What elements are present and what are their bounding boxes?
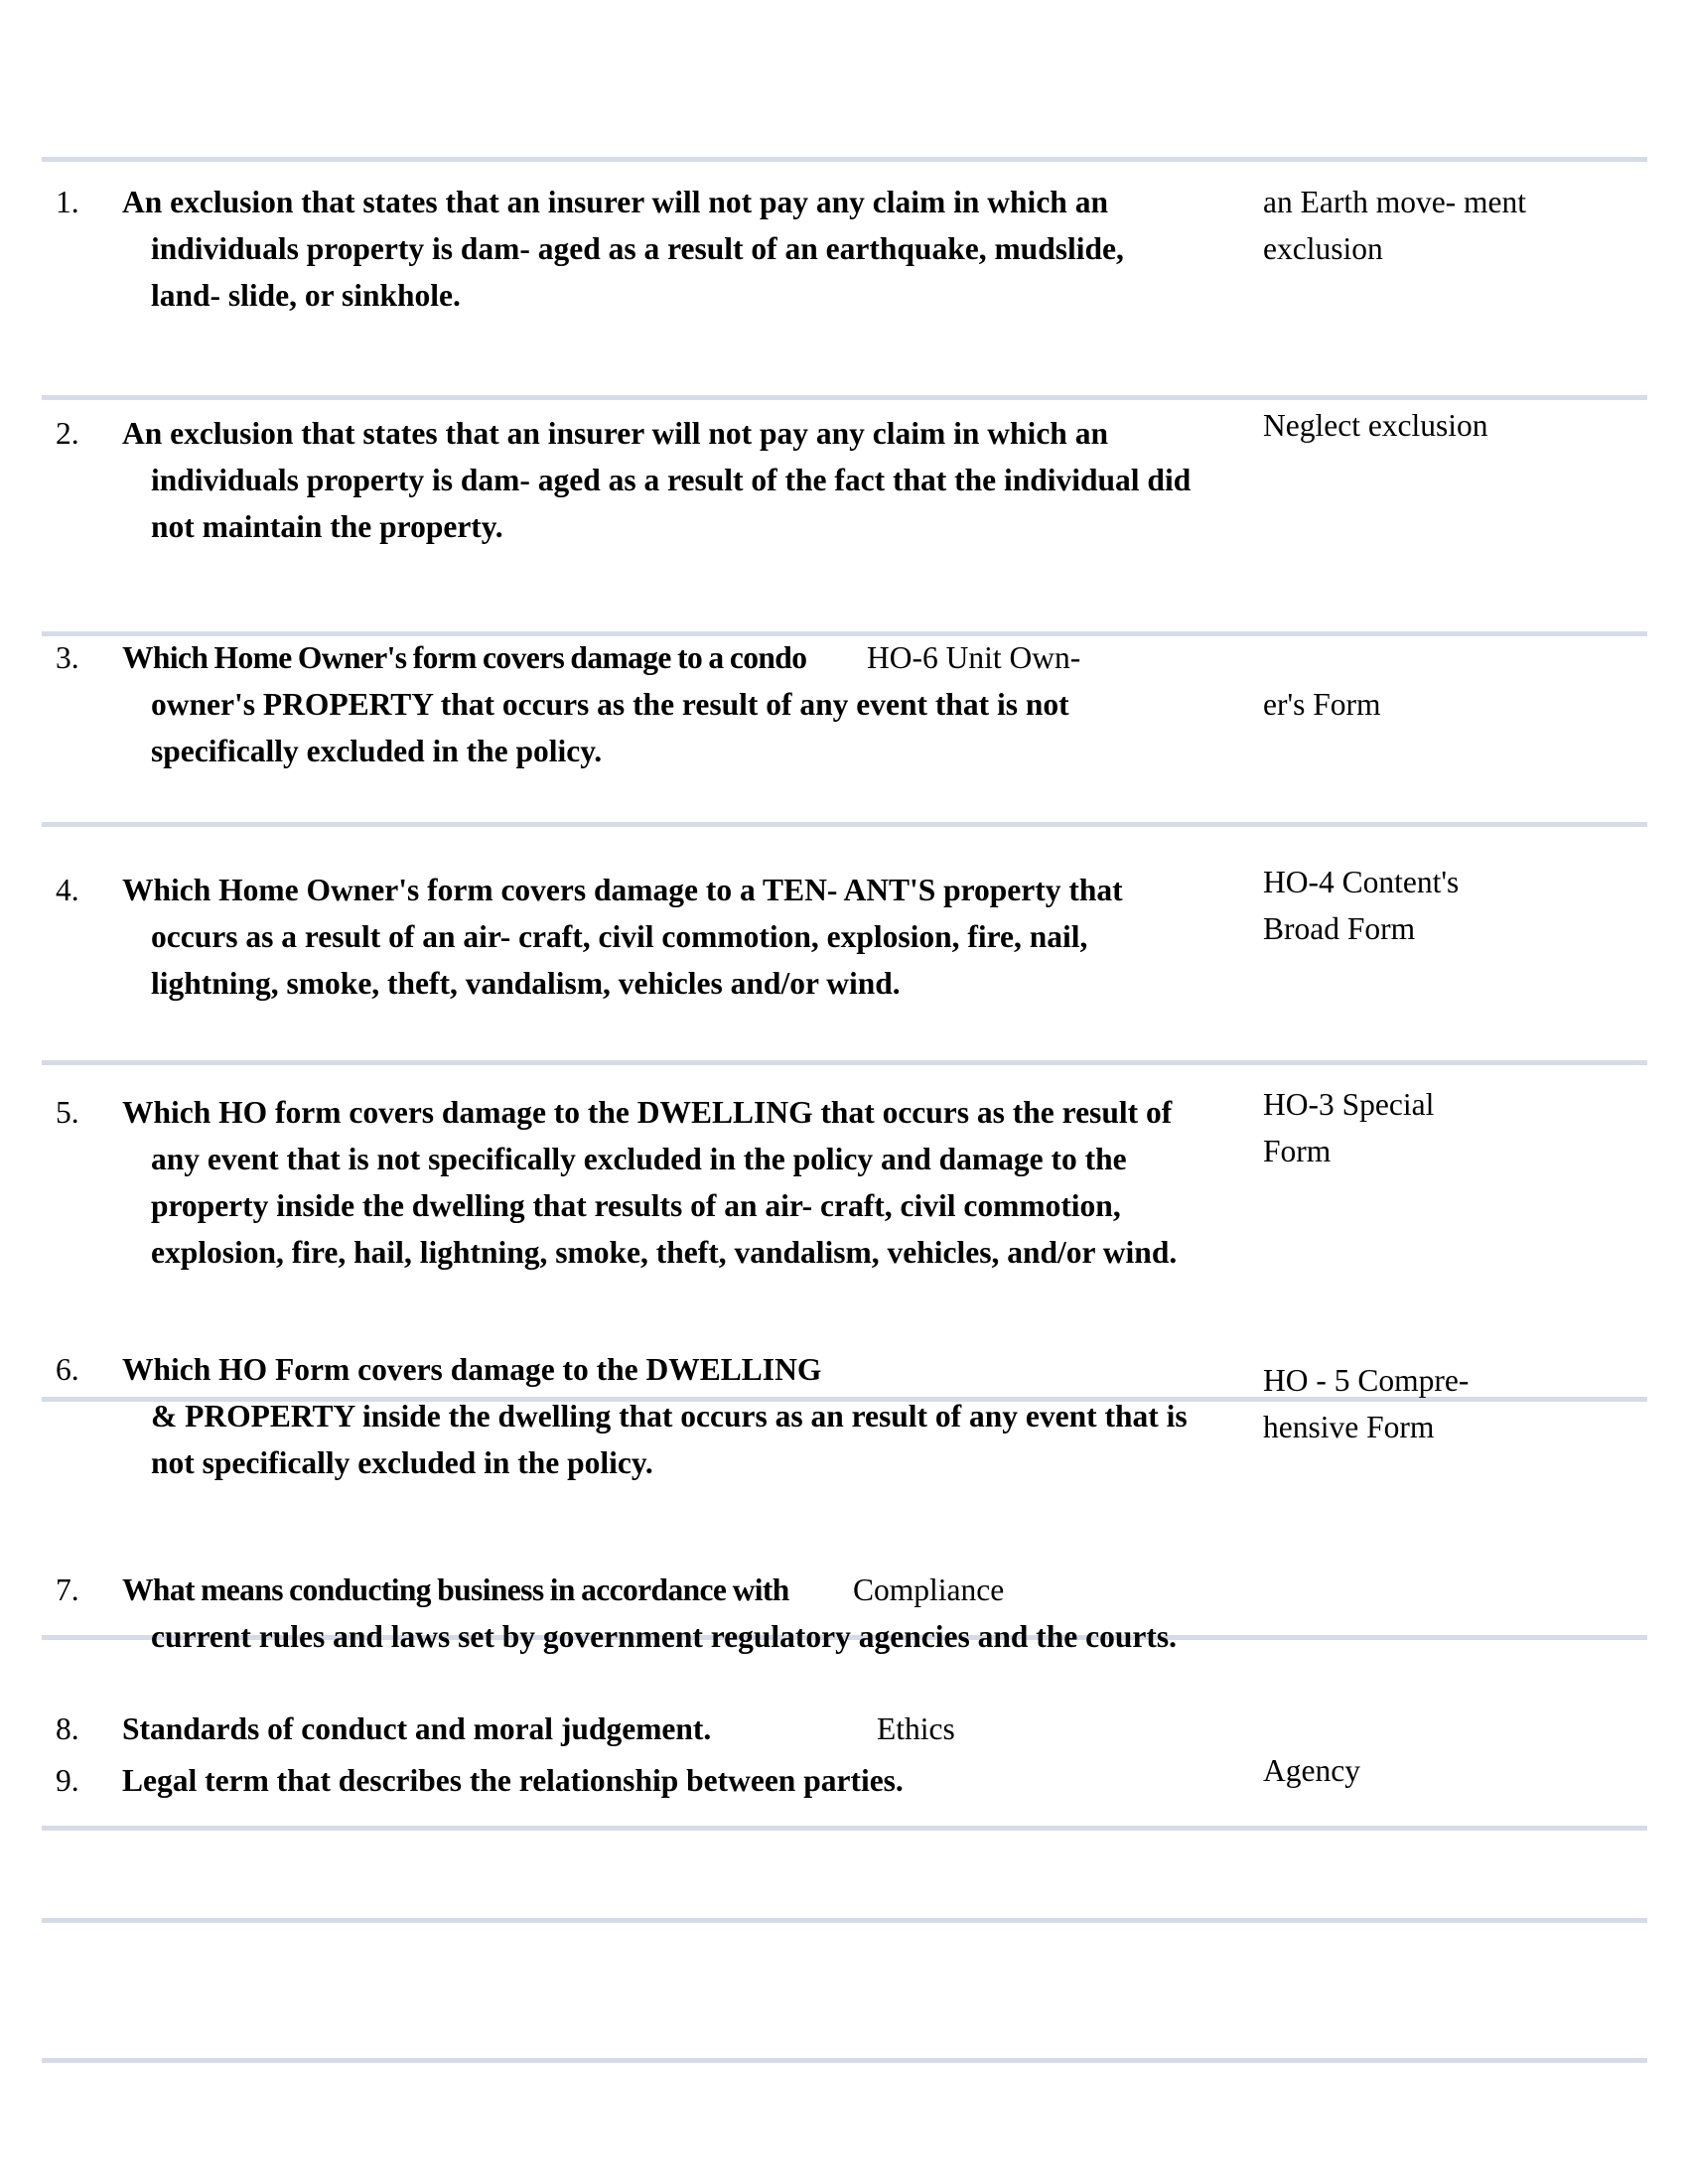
question-line: An exclusion that states that an insurer will not pay any claim in which an: [122, 416, 1108, 451]
answer-line: Form: [1263, 1134, 1332, 1168]
answer-line: HO-4 Content's: [1263, 865, 1460, 899]
question-line: An exclusion that states that an insurer will not pay any claim in which an: [122, 185, 1108, 219]
question-line: & PROPERTY inside the dwelling that occurs as an result of any event that is: [151, 1399, 1188, 1433]
item-6-question: [122, 1346, 1188, 1486]
item-1-question: [122, 179, 1124, 319]
question-line: Which Home Owner's form covers damage to a TEN- ANT'S property that: [122, 873, 1123, 907]
question-line: any event that is not specifically excluded in the policy and damage to the: [151, 1142, 1127, 1176]
question-line: property inside the dwelling that results of an air- craft, civil commotion,: [151, 1188, 1121, 1223]
item-9-question: [122, 1757, 904, 1804]
item-2-question: [122, 410, 1191, 550]
separator-rule: [42, 2058, 1647, 2063]
item-6-number: 6.: [56, 1352, 79, 1387]
question-line: not specifically excluded in the policy.: [151, 1445, 653, 1480]
answer-line: an Earth move- ment: [1263, 185, 1527, 219]
question-line: Legal term that describes the relationship between parties.: [122, 1763, 904, 1798]
question-line: individuals property is dam- aged as a result of the fact that the individual did: [151, 463, 1192, 497]
separator-rule: [42, 157, 1647, 162]
item-3-number: 3.: [56, 640, 79, 675]
item-2-answer: [1263, 402, 1488, 449]
item-5-question: [122, 1089, 1177, 1276]
item-5-answer: [1263, 1081, 1434, 1174]
question-line: occurs as a result of an air- craft, civil commotion, explosion, fire, nail,: [151, 919, 1088, 954]
item-1-answer: [1263, 179, 1526, 272]
item-7-question-continued: [122, 1613, 1177, 1660]
question-line: Which HO Form covers damage to the DWELLING: [122, 1352, 822, 1387]
answer-line: Broad Form: [1263, 911, 1416, 946]
question-line: land- slide, or sinkhole.: [151, 278, 461, 313]
question-line: What means conducting business in accordance with: [122, 1572, 789, 1607]
answer-line: HO-3 Special: [1263, 1087, 1435, 1122]
item-8-question: [122, 1706, 711, 1752]
answer-line: hensive Form: [1263, 1410, 1435, 1444]
item-8-answer: Ethics: [877, 1711, 955, 1746]
question-line: explosion, fire, hail, lightning, smoke, theft, vandalism, vehicles, and/or wind.: [151, 1235, 1178, 1270]
question-line: owner's PROPERTY that occurs as the result of any event that is not: [151, 687, 1069, 722]
question-line: specifically excluded in the policy.: [151, 734, 603, 768]
item-4-number: 4.: [56, 873, 79, 907]
question-line: Which Home Owner's form covers damage to a condo: [122, 640, 807, 675]
separator-rule: [42, 395, 1647, 400]
item-8-number: 8.: [56, 1711, 79, 1746]
answer-line: exclusion: [1263, 231, 1383, 266]
question-line: Which HO form covers damage to the DWELLING that occurs as the result of: [122, 1095, 1173, 1130]
item-5-number: 5.: [56, 1095, 79, 1130]
separator-rule: [42, 1918, 1647, 1923]
item-3-answer-line-1: HO-6 Unit Own-: [867, 640, 1081, 675]
item-3-answer-line-2: er's Form: [1263, 687, 1381, 722]
item-7-question: [122, 1567, 789, 1613]
item-9-answer: [1263, 1747, 1360, 1794]
item-6-answer: [1263, 1357, 1469, 1450]
item-4-answer: [1263, 859, 1459, 952]
item-7-number: 7.: [56, 1572, 79, 1607]
separator-rule: [42, 1826, 1647, 1831]
answer-line: Neglect exclusion: [1263, 408, 1488, 443]
item-1-number: 1.: [56, 185, 79, 219]
item-3-question: [122, 634, 806, 681]
item-2-number: 2.: [56, 416, 79, 451]
separator-rule: [42, 1060, 1647, 1065]
item-9-number: 9.: [56, 1763, 79, 1798]
answer-line: HO - 5 Compre-: [1263, 1363, 1470, 1398]
separator-rule: [42, 822, 1647, 827]
item-3-question-continued: [122, 681, 1069, 774]
answer-line: Agency: [1263, 1753, 1360, 1788]
question-line: lightning, smoke, theft, vandalism, vehicles and/or wind.: [151, 966, 901, 1001]
question-line: current rules and laws set by government regulatory agencies and the courts.: [151, 1619, 1177, 1654]
item-7-answer: Compliance: [853, 1572, 1005, 1607]
item-4-question: [122, 867, 1123, 1007]
question-line: Standards of conduct and moral judgement.: [122, 1711, 712, 1746]
question-line: not maintain the property.: [151, 509, 503, 544]
question-line: individuals property is dam- aged as a result of an earthquake, mudslide,: [151, 231, 1124, 266]
